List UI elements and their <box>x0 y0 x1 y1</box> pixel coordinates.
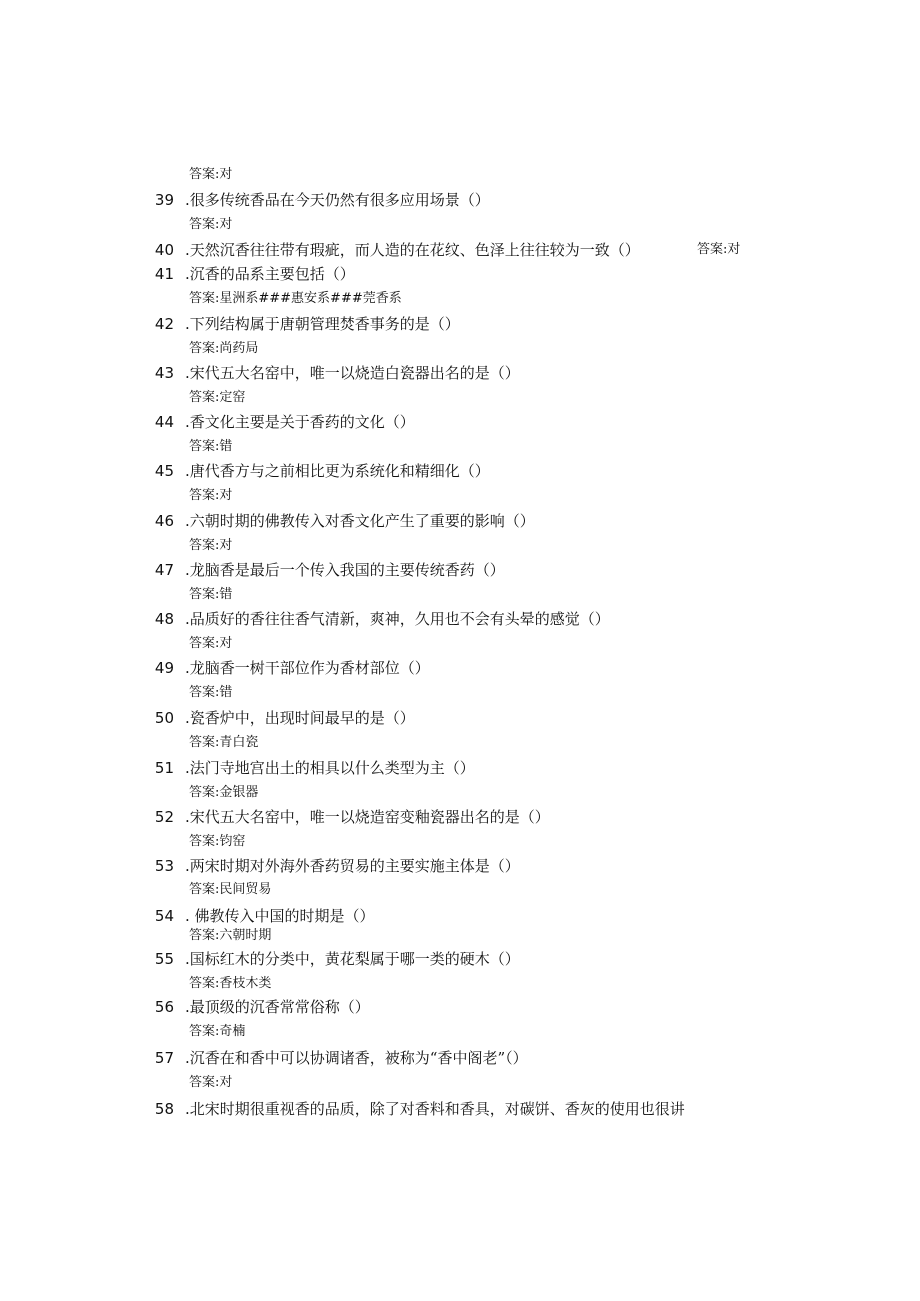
question-text: .天然沉香往往带有瑕疵，而人造的在花纹、色泽上往往较为一致（） <box>185 241 640 259</box>
question-answer: 答案:尚药局 <box>189 341 259 356</box>
question-text: .沉香的品系主要包括（） <box>185 265 355 283</box>
question-answer: 答案:奇楠 <box>189 1024 246 1039</box>
question-answer: 答案:对 <box>189 1075 233 1090</box>
question-number: 54 <box>154 907 174 925</box>
question-answer: 答案:星洲系###惠安系###莞香系 <box>189 291 402 306</box>
question-answer: 答案:香枝木类 <box>189 976 272 991</box>
question-number: 44 <box>154 413 174 431</box>
question-answer: 答案:对 <box>697 242 741 257</box>
question-text: . 佛教传入中国的时期是（） <box>185 907 375 925</box>
question-number: 52 <box>154 808 174 826</box>
question-number: 51 <box>154 759 174 777</box>
question-text: .宋代五大名窑中，唯一以烧造窑变釉瓷器出名的是（） <box>185 808 550 826</box>
question-text: .龙脑香是最后一个传入我国的主要传统香药（） <box>185 561 505 579</box>
question-number: 50 <box>154 709 174 727</box>
question-number: 43 <box>154 364 174 382</box>
question-text: .北宋时期很重视香的品质，除了对香料和香具，对碳饼、香灰的使用也很讲 <box>185 1100 685 1118</box>
question-number: 49 <box>154 659 174 677</box>
question-text: .法门寺地宫出土的相具以什么类型为主（） <box>185 759 475 777</box>
question-number: 39 <box>154 191 174 209</box>
question-text: .下列结构属于唐朝管理焚香事务的是（） <box>185 315 460 333</box>
question-text: .宋代五大名窑中，唯一以烧造白瓷器出名的是（） <box>185 364 520 382</box>
question-answer: 答案:对 <box>189 538 233 553</box>
question-answer: 答案:定窑 <box>189 390 246 405</box>
question-answer: 答案:错 <box>189 685 233 700</box>
question-text: .最顶级的沉香常常俗称（） <box>185 998 370 1016</box>
question-number: 48 <box>154 610 174 628</box>
question-number: 45 <box>154 462 174 480</box>
question-number: 41 <box>154 265 174 283</box>
question-text: .很多传统香品在今天仍然有很多应用场景（） <box>185 191 490 209</box>
question-text: .两宋时期对外海外香药贸易的主要实施主体是（） <box>185 857 520 875</box>
question-text: .国标红木的分类中，黄花梨属于哪一类的硬木（） <box>185 950 520 968</box>
question-answer: 答案:青白瓷 <box>189 735 259 750</box>
question-number: 58 <box>154 1100 174 1118</box>
question-number: 46 <box>154 512 174 530</box>
answer-38: 答案:对 <box>189 167 233 182</box>
question-number: 57 <box>154 1049 174 1067</box>
question-text: .沉香在和香中可以协调诸香，被称为“香中阁老”（） <box>185 1049 528 1067</box>
question-answer: 答案:金银器 <box>189 785 259 800</box>
question-answer: 答案:错 <box>189 587 233 602</box>
question-answer: 答案:钧窑 <box>189 834 246 849</box>
question-number: 47 <box>154 561 174 579</box>
question-text: .唐代香方与之前相比更为系统化和精细化（） <box>185 462 490 480</box>
question-text: .龙脑香一树干部位作为香材部位（） <box>185 659 430 677</box>
question-answer: 答案:对 <box>189 488 233 503</box>
question-answer: 答案:民间贸易 <box>189 882 272 897</box>
question-text: .香文化主要是关于香药的文化（） <box>185 413 415 431</box>
question-answer: 答案:对 <box>189 636 233 651</box>
question-number: 55 <box>154 950 174 968</box>
question-text: .六朝时期的佛教传入对香文化产生了重要的影响（） <box>185 512 535 530</box>
question-answer: 答案:错 <box>189 439 233 454</box>
question-number: 40 <box>154 241 174 259</box>
question-answer: 答案:六朝时期 <box>189 928 272 943</box>
question-text: .品质好的香往往香气清新，爽神，久用也不会有头晕的感觉（） <box>185 610 610 628</box>
question-number: 56 <box>154 998 174 1016</box>
question-answer: 答案:对 <box>189 217 233 232</box>
question-number: 42 <box>154 315 174 333</box>
question-number: 53 <box>154 857 174 875</box>
question-text: .瓷香炉中，出现时间最早的是（） <box>185 709 415 727</box>
